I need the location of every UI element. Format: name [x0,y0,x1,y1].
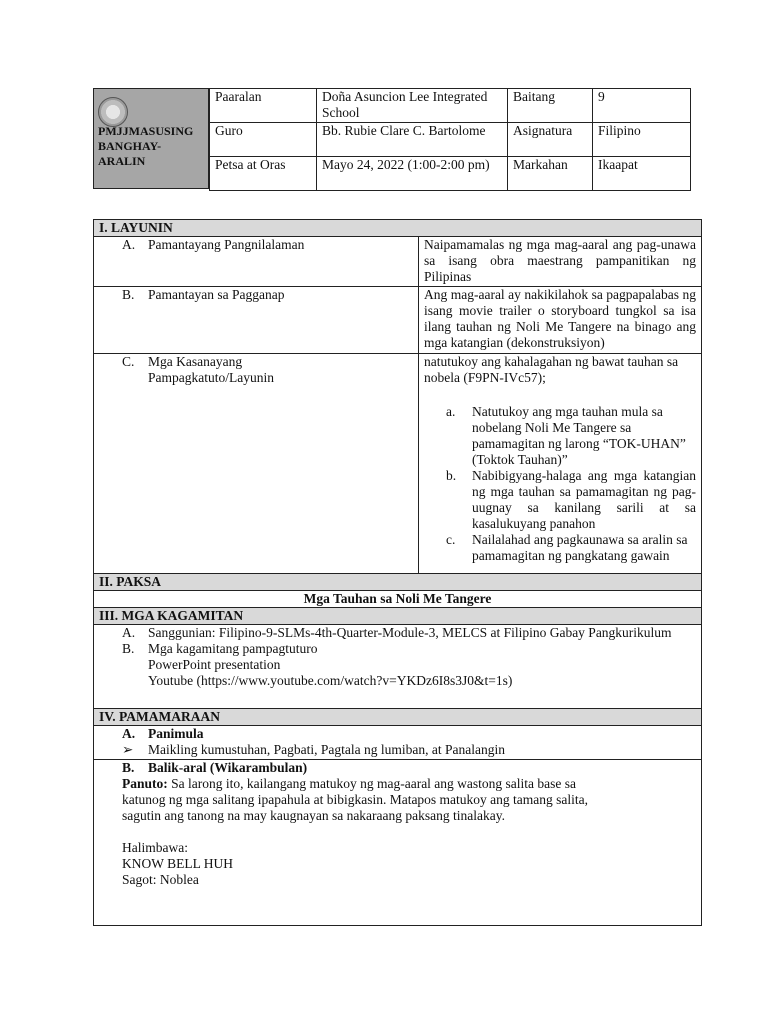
layunin-b-label: Pamantayan sa Pagganap [148,287,285,302]
layunin-b-text: Ang mag-aaral ay nakikilahok sa pagpapalabas ng isang movie trailer o storyboard tungkol sa isa ilang tauhan ng Noli Me Tangere na binago ang mga katangian (dekonstruksiyon) [419,287,702,354]
header-value: Mayo 24, 2022 (1:00-2:00 pm) [317,157,508,191]
header-value: 9 [593,89,691,123]
section-heading-kagamitan: III. MGA KAGAMITAN [94,608,702,625]
list-marker: B. [122,760,135,775]
objective-text: Nabibigyang-halaga ang mga katangian ng mga tauhan sa pamamagitan ng pag-uugnay sa kanilang sarili at sa kasalukuyang panahon [472,468,696,531]
header-label: Asignatura [508,123,593,157]
balik-aral-title: Balik-aral (Wikarambulan) [148,760,308,775]
panimula-title: Panimula [148,726,204,741]
header-value: Bb. Rubie Clare C. Bartolome [317,123,508,157]
objective-item [424,532,696,564]
section-heading-pamamaraan: IV. PAMAMARAAN [94,709,702,726]
header-row [210,123,691,157]
list-marker: A. [122,726,136,741]
kagamitan-row [94,625,702,709]
list-marker: C. [122,354,135,369]
list-marker: B. [122,641,135,656]
list-marker: a. [446,404,456,419]
layunin-row-b [94,287,702,354]
example-answer: Sagot: Noblea [122,872,199,887]
header-value: Ikaapat [593,157,691,191]
header-label: Paaralan [210,89,317,123]
layunin-row-a [94,237,702,287]
lesson-plan-table [93,219,702,926]
layunin-a-text: Naipamamalas ng mga mag-aaral ang pag-unawa sa isang obra maestrang pampanitikan ng Pilipinas [419,237,702,287]
header-row [210,89,691,123]
header-label: Petsa at Oras [210,157,317,191]
objective-item [424,404,696,468]
panimula-row [94,726,702,760]
list-marker: b. [446,468,457,483]
header-label: Baitang [508,89,593,123]
lesson-plan-title: PMJJMASUSING BANGHAY-ARALIN [98,124,194,168]
materials-reference: Sanggunian: Filipino-9-SLMs-4th-Quarter-Module-3, MELCS at Filipino Gabay Pangkurikulum [148,625,672,640]
header-label: Guro [210,123,317,157]
balik-aral-row [94,760,702,926]
list-marker: A. [122,237,136,252]
layunin-row-c [94,354,702,574]
arrow-bullet-icon: ➢ [122,742,134,757]
topic-title: Mga Tauhan sa Noli Me Tangere [94,591,702,608]
header-value: Doña Asuncion Lee Integrated School [317,89,508,123]
panimula-text: Maikling kumustuhan, Pagbati, Pagtala ng lumiban, at Panalangin [148,742,505,757]
materials-youtube-link: Youtube (https://www.youtube.com/watch?v=YKDz6I8s3J0&t=1s) [148,673,513,688]
objective-item [424,468,696,532]
layunin-a-label: Pamantayang Pangnilalaman [148,237,305,252]
layunin-c-label-line1: Mga Kasanayang [148,354,243,369]
header-label: Markahan [508,157,593,191]
list-marker: A. [122,625,136,640]
panuto-paragraph [122,776,621,824]
layunin-c-label-line2: Pampagkatuto/Layunin [148,370,274,385]
deped-seal-logo [98,97,128,127]
halimbawa-label: Halimbawa: [122,840,188,855]
objective-text: Natutukoy ang mga tauhan mula sa nobelang Noli Me Tangere sa pamamagitan ng larong “TOK-UHAN” (Toktok Tauhan)” [472,404,686,467]
section-heading-layunin: I. LAYUNIN [94,220,702,237]
header-title-cell [93,88,209,189]
example-phrase: KNOW BELL HUH [122,856,233,871]
list-marker: B. [122,287,135,302]
layunin-c-intro: natutukoy ang kahalagahan ng bawat tauhan sa nobela (F9PN-IVc57); [424,354,679,385]
panuto-label: Panuto: [122,776,168,791]
panuto-text: Sa larong ito, kailangang matukoy ng mag-aaral ang wastong salita base sa katunog ng mga salitang ipapahula at bibigkasin. Matapos matukoy ang tamang salita, sagutin ang tanong na may kaugnayan sa nakaraang paksang tinalakay. [122,776,589,823]
objective-text: Nailalahad ang pagkaunawa sa aralin sa pamamagitan ng pangkatang gawain [472,532,688,563]
list-marker: c. [446,532,456,547]
header-info-table [209,88,691,191]
materials-label: Mga kagamitang pampagtuturo [148,641,318,656]
section-heading-paksa: II. PAKSA [94,574,702,591]
header-value: Filipino [593,123,691,157]
header-row [210,157,691,191]
materials-powerpoint: PowerPoint presentation [148,657,281,672]
